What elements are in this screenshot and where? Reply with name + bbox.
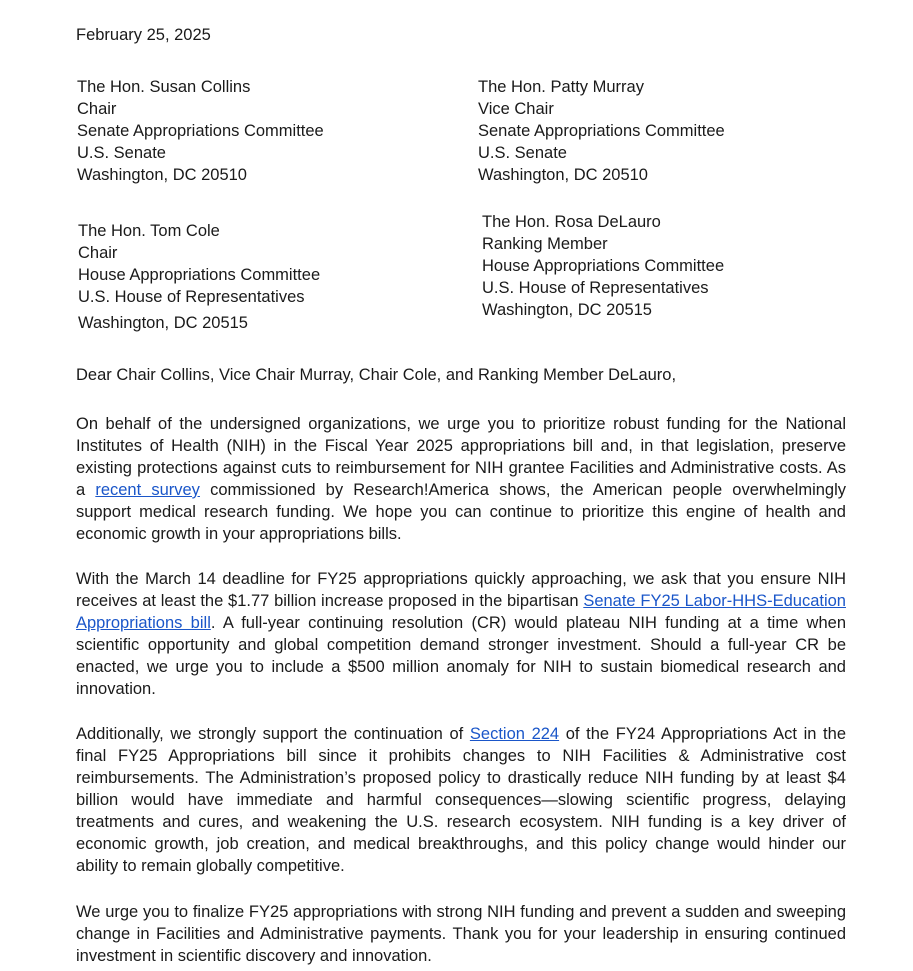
recipient-title: Vice Chair xyxy=(478,100,554,118)
recipient-committee: Senate Appropriations Committee xyxy=(478,122,725,140)
paragraph-text: With the March 14 deadline for FY25 appropriations quickly approaching, we ask that you ensure NIH receives at least the $1.77 billion increase proposed in the bipartisan xyxy=(76,570,846,610)
paragraph-text: On behalf of the undersigned organizations, we urge you to prioritize robust funding for the National Institutes of Health (NIH) in the Fiscal Year 2025 appropriations bill and, in that legislation, preserve existing protections against cuts to reimbursement for NIH grantee Facilities and Administrative costs. As a xyxy=(76,415,846,499)
recipient-name: The Hon. Patty Murray xyxy=(478,78,644,96)
recipient-name: The Hon. Rosa DeLauro xyxy=(482,213,661,231)
paragraph-text: . A full-year continuing resolution (CR) would plateau NIH funding at a time when scientific opportunity and global competition demand stronger investment. Should a full-year CR be enacted, we urge you to include a $500 million anomaly for NIH to sustain biomedical research and innovation. xyxy=(76,614,846,698)
recipient-block-cole xyxy=(78,220,320,334)
recipient-chamber: U.S. Senate xyxy=(478,144,567,162)
letter-date: February 25, 2025 xyxy=(76,26,211,44)
paragraph-4: We urge you to finalize FY25 appropriations with strong NIH funding and prevent a sudden and sweeping change in Facilities and Administrative payments. Thank you for your leadership in ensuring continued investment in scientific discovery and innovation. xyxy=(76,903,846,965)
paragraph-3 xyxy=(76,723,846,877)
recipient-city: Washington, DC 20515 xyxy=(78,314,248,332)
salutation: Dear Chair Collins, Vice Chair Murray, Chair Cole, and Ranking Member DeLauro, xyxy=(76,366,677,384)
paragraph-2 xyxy=(76,568,846,700)
section-224-link[interactable]: Section 224 xyxy=(469,725,560,743)
recipient-city: Washington, DC 20515 xyxy=(482,301,652,319)
recipient-name: The Hon. Susan Collins xyxy=(77,78,251,96)
senate-bill-link[interactable]: Senate FY25 Labor-HHS-Education Appropriations bill xyxy=(76,592,846,632)
recipient-city: Washington, DC 20510 xyxy=(478,166,648,184)
recipient-title: Ranking Member xyxy=(482,235,608,253)
paragraph-text: commissioned by Research!America shows, the American people overwhelmingly support medical research funding. We hope you can continue to prioritize this engine of health and economic growth in your appropriations bills. xyxy=(76,481,846,543)
paragraph-text: of the FY24 Appropriations Act in the final FY25 Appropriations bill since it prohibits changes to NIH Facilities & Administrative cost reimbursements. The Administration’s proposed policy to drastically reduce NIH funding by at least $4 billion would have immediate and harmful consequences—slowing scientific progress, delaying treatments and cures, and weakening the U.S. research ecosystem. NIH funding is a key driver of economic growth, job creation, and medical breakthroughs, and this policy change would hinder our ability to remain globally competitive. xyxy=(76,725,846,875)
paragraph-text: Additionally, we strongly support the continuation of xyxy=(76,725,470,743)
recipient-chamber: U.S. Senate xyxy=(77,144,166,162)
recipient-name: The Hon. Tom Cole xyxy=(78,222,220,240)
recipient-committee: House Appropriations Committee xyxy=(78,266,321,284)
recipient-city: Washington, DC 20510 xyxy=(77,166,247,184)
paragraph-1 xyxy=(76,413,846,545)
recipient-block-delauro xyxy=(482,211,724,321)
recipient-committee: Senate Appropriations Committee xyxy=(77,122,324,140)
recent-survey-link[interactable]: recent survey xyxy=(95,481,200,499)
recipient-block-collins xyxy=(77,76,324,186)
recipient-chamber: U.S. House of Representatives xyxy=(482,279,709,297)
recipient-title: Chair xyxy=(77,100,117,118)
recipient-chamber: U.S. House of Representatives xyxy=(78,288,305,306)
recipient-committee: House Appropriations Committee xyxy=(482,257,725,275)
recipient-block-murray xyxy=(478,76,725,186)
recipient-title: Chair xyxy=(78,244,118,262)
